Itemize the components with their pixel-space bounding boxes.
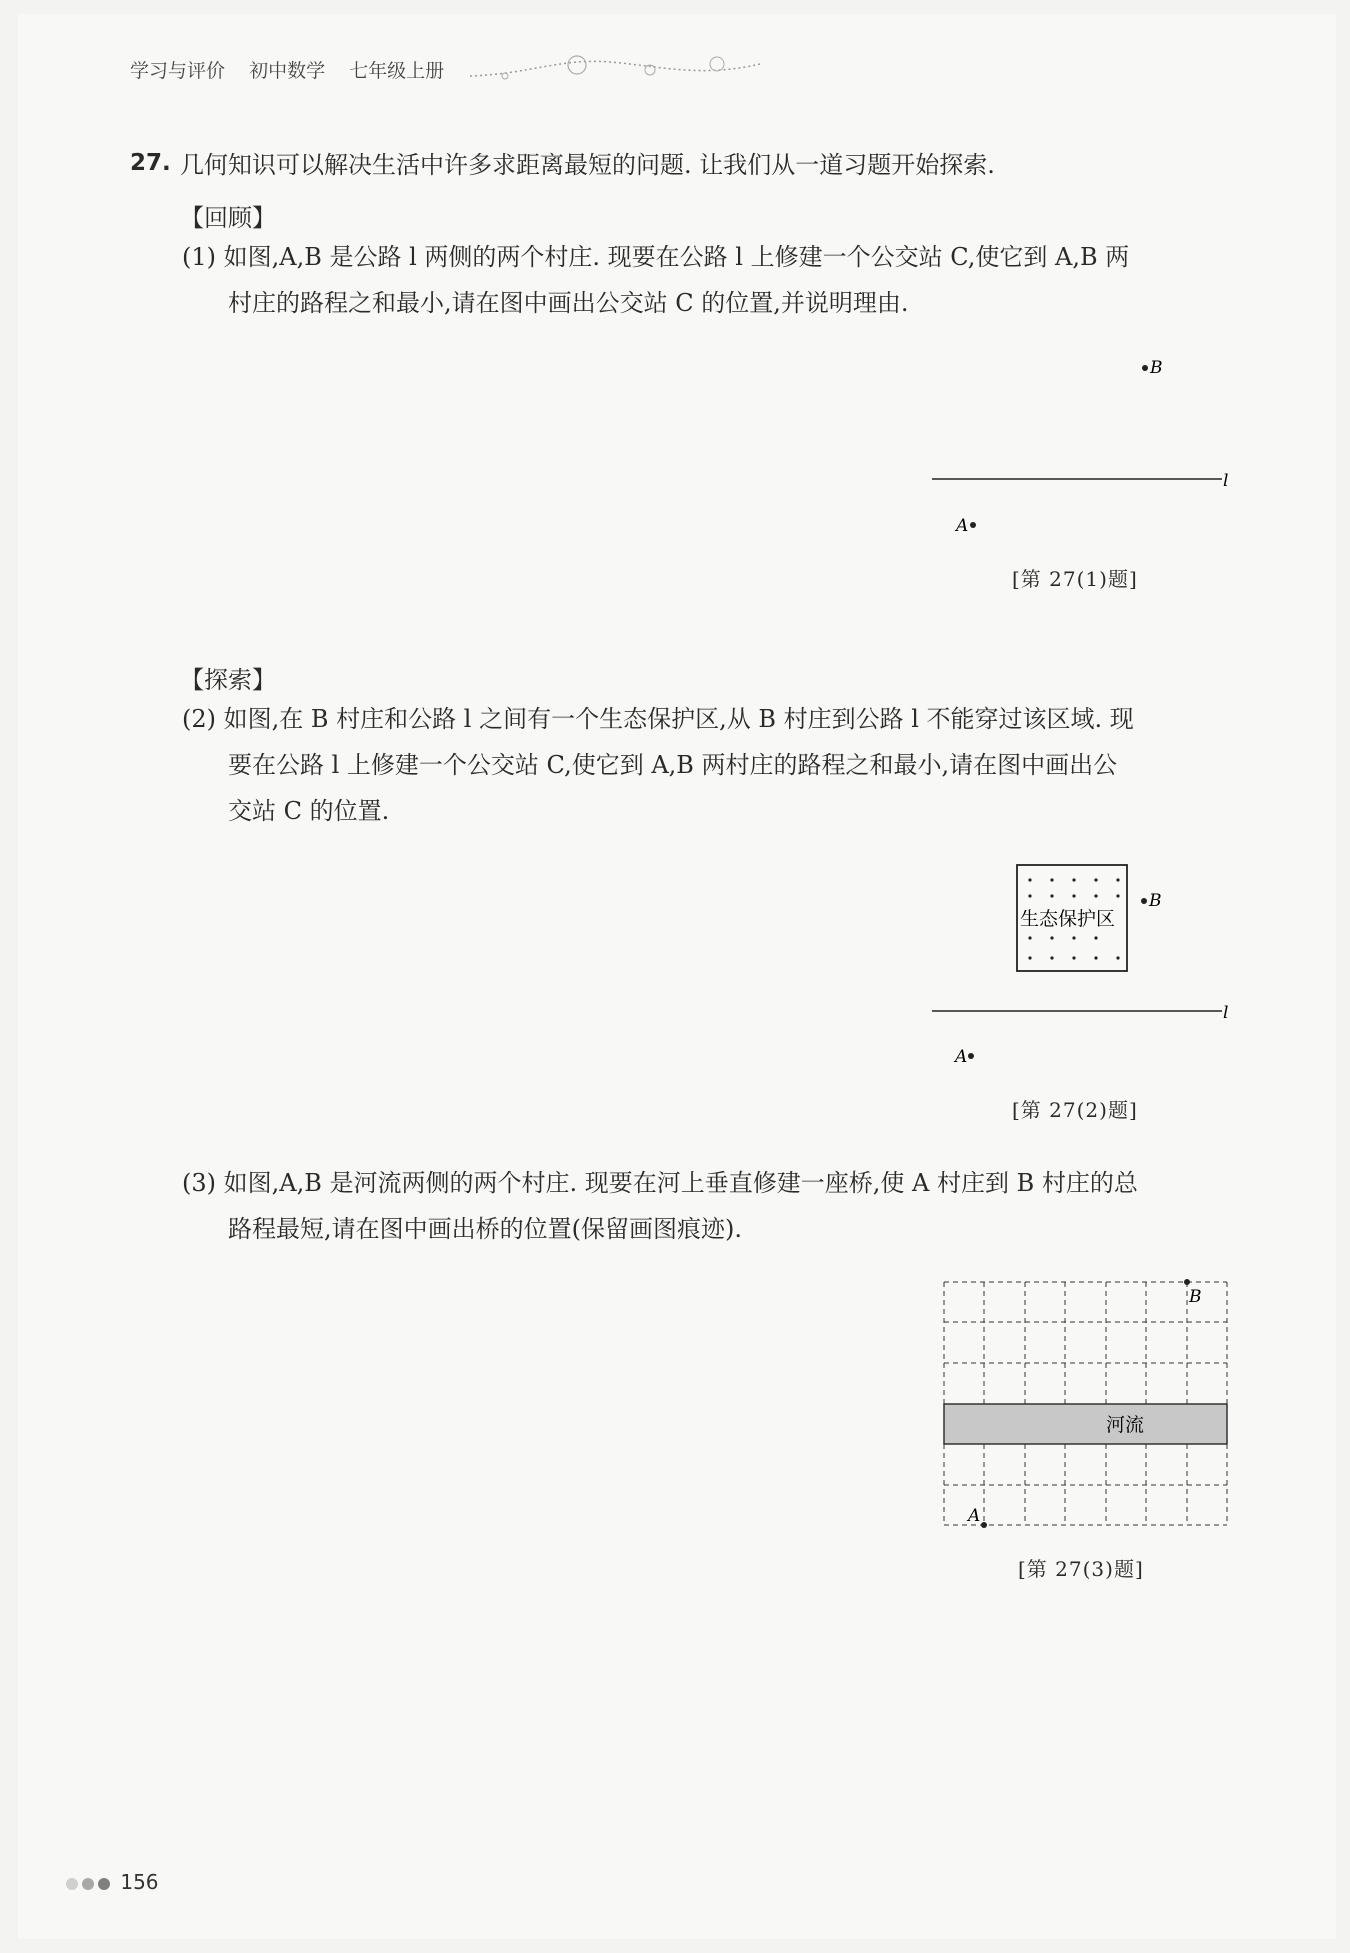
figure-1 <box>920 345 1240 545</box>
part1-line2: 村庄的路程之和最小,请在图中画出公交站 C 的位置,并说明理由. <box>228 289 909 317</box>
part2-line2: 要在公路 l 上修建一个公交站 C,使它到 A,B 两村庄的路程之和最小,请在图中画出公 <box>228 751 1118 779</box>
footer-dot <box>82 1878 94 1890</box>
point-a <box>981 1522 987 1528</box>
figure-2 <box>920 858 1240 1078</box>
page-number: 156 <box>120 1870 159 1894</box>
point-b <box>1141 898 1147 904</box>
question-intro: 几何知识可以解决生活中许多求距离最短的问题. 让我们从一道习题开始探索. <box>180 151 995 179</box>
point-b <box>1142 365 1148 371</box>
point-a <box>968 1053 974 1059</box>
label-b: B <box>1149 891 1162 911</box>
figure-3-caption: [第 27(3)题] <box>1018 1557 1144 1581</box>
river-label: 河流 <box>1106 1414 1145 1436</box>
label-b: B <box>1189 1287 1202 1307</box>
figure-3 <box>935 1273 1235 1533</box>
label-b: B <box>1150 358 1163 378</box>
subject: 初中数学 <box>249 60 326 82</box>
part1-line1: (1) 如图,A,B 是公路 l 两侧的两个村庄. 现要在公路 l 上修建一个公交站 C,使它到 A,B 两 <box>182 243 1130 271</box>
grade: 七年级上册 <box>349 60 445 82</box>
point-a <box>970 522 976 528</box>
book-title: 学习与评价 <box>130 60 226 82</box>
river <box>944 1404 1227 1444</box>
label-l: l <box>1223 471 1229 491</box>
page-footer <box>66 1870 159 1894</box>
zone-label: 生态保护区 <box>1020 908 1116 930</box>
figure-2-caption: [第 27(2)题] <box>1012 1098 1138 1122</box>
part3-line2: 路程最短,请在图中画出桥的位置(保留画图痕迹). <box>228 1215 742 1243</box>
question-number: 27. <box>130 150 171 176</box>
part2-line3: 交站 C 的位置. <box>228 797 390 825</box>
label-a: A <box>955 1047 968 1067</box>
running-header <box>130 56 462 83</box>
label-a: A <box>968 1506 981 1526</box>
point-b <box>1184 1279 1190 1285</box>
label-l: l <box>1223 1003 1229 1023</box>
review-tag: 【回顾】 <box>180 204 276 232</box>
figure-1-caption: [第 27(1)题] <box>1012 567 1138 591</box>
explore-tag: 【探索】 <box>180 666 276 694</box>
label-a: A <box>956 516 969 536</box>
part3-line1: (3) 如图,A,B 是河流两侧的两个村庄. 现要在河上垂直修建一座桥,使 A 村庄到 B 村庄的总 <box>182 1169 1138 1197</box>
part2-line1: (2) 如图,在 B 村庄和公路 l 之间有一个生态保护区,从 B 村庄到公路 l 不能穿过该区域. 现 <box>182 705 1134 733</box>
footer-dot <box>98 1878 110 1890</box>
header-decoration <box>470 48 760 84</box>
footer-dot <box>66 1878 78 1890</box>
